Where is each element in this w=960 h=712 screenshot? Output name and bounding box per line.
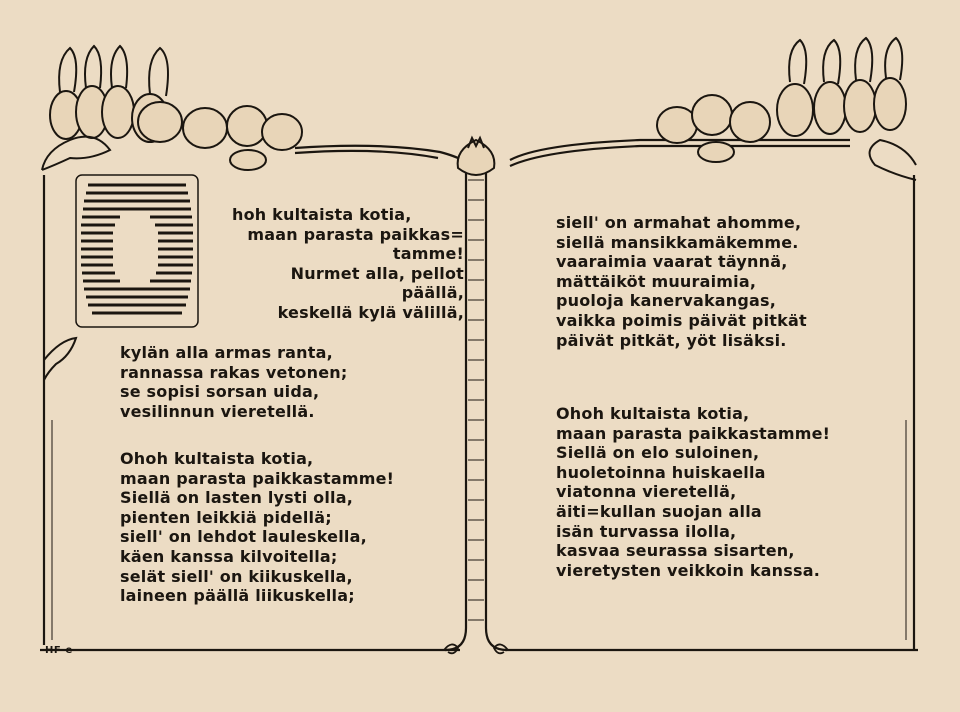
poem-line: Siellä on lasten lysti olla, bbox=[120, 488, 353, 508]
poem-line: Ohoh kultaista kotia, bbox=[120, 449, 314, 468]
poem-line: käen kanssa kilvoitella; bbox=[120, 546, 338, 566]
poem-line: äiti=kullan suojan alla bbox=[556, 501, 762, 521]
poem-line: keskellä kylä välillä, bbox=[277, 302, 464, 322]
poem-line: siellä mansikkamäkemme. bbox=[556, 232, 799, 252]
poem-line: maan parasta paikkas= bbox=[247, 224, 464, 244]
poem-line: hoh kultaista kotia, bbox=[232, 205, 412, 224]
poem-line: maan parasta paikkastamme! bbox=[120, 468, 395, 488]
poem-line: maan parasta paikkastamme! bbox=[556, 423, 831, 443]
poem-line: puoloja kanervakangas, bbox=[556, 291, 777, 311]
right-stanza-1 bbox=[556, 213, 807, 350]
artist-signature: HF-e bbox=[45, 645, 73, 656]
poem-line: rannassa rakas vetonen; bbox=[120, 362, 348, 382]
poem-line: Siellä on elo suloinen, bbox=[556, 443, 760, 463]
poem-line: siell' on armahat ahomme, bbox=[556, 213, 802, 232]
poem-line: mättäiköt muuraimia, bbox=[556, 271, 757, 291]
poem-line: päivät pitkät, yöt lisäksi. bbox=[556, 330, 787, 350]
poem-line: viatonna vieretellä, bbox=[556, 482, 737, 502]
poem-line: vaikka poimis päivät pitkät bbox=[556, 310, 807, 330]
poem-line: pienten leikkiä pidellä; bbox=[120, 507, 332, 527]
poem-line: tamme! bbox=[392, 244, 464, 264]
poem-line: vesilinnun vieretellä. bbox=[120, 401, 315, 421]
poem-line: siell' on lehdot lauleskella, bbox=[120, 527, 367, 547]
poem-line: isän turvassa ilolla, bbox=[556, 521, 737, 541]
poem-line: selät siell' on kiikuskella, bbox=[120, 566, 353, 586]
poem-line: vaaraimia vaarat täynnä, bbox=[556, 252, 788, 272]
poem-line: kasvaa seurassa sisarten, bbox=[556, 541, 795, 561]
poem-line: Ohoh kultaista kotia, bbox=[556, 404, 750, 423]
poem-line: laineen päällä liikuskella; bbox=[120, 586, 355, 606]
poem-line: vieretysten veikkoin kanssa. bbox=[556, 560, 820, 580]
left-stanza-1-top bbox=[232, 205, 464, 323]
poem-line: päällä, bbox=[401, 283, 464, 303]
left-stanza-2 bbox=[120, 449, 394, 606]
poem-line: Nurmet alla, pellot bbox=[290, 263, 464, 283]
poem-line: se sopisi sorsan uida, bbox=[120, 382, 320, 402]
poem-line: huoletoinna huiskaella bbox=[556, 462, 766, 482]
right-stanza-2 bbox=[556, 404, 830, 580]
poem-line: kylän alla armas ranta, bbox=[120, 343, 333, 362]
left-stanza-1-bottom bbox=[120, 343, 347, 421]
